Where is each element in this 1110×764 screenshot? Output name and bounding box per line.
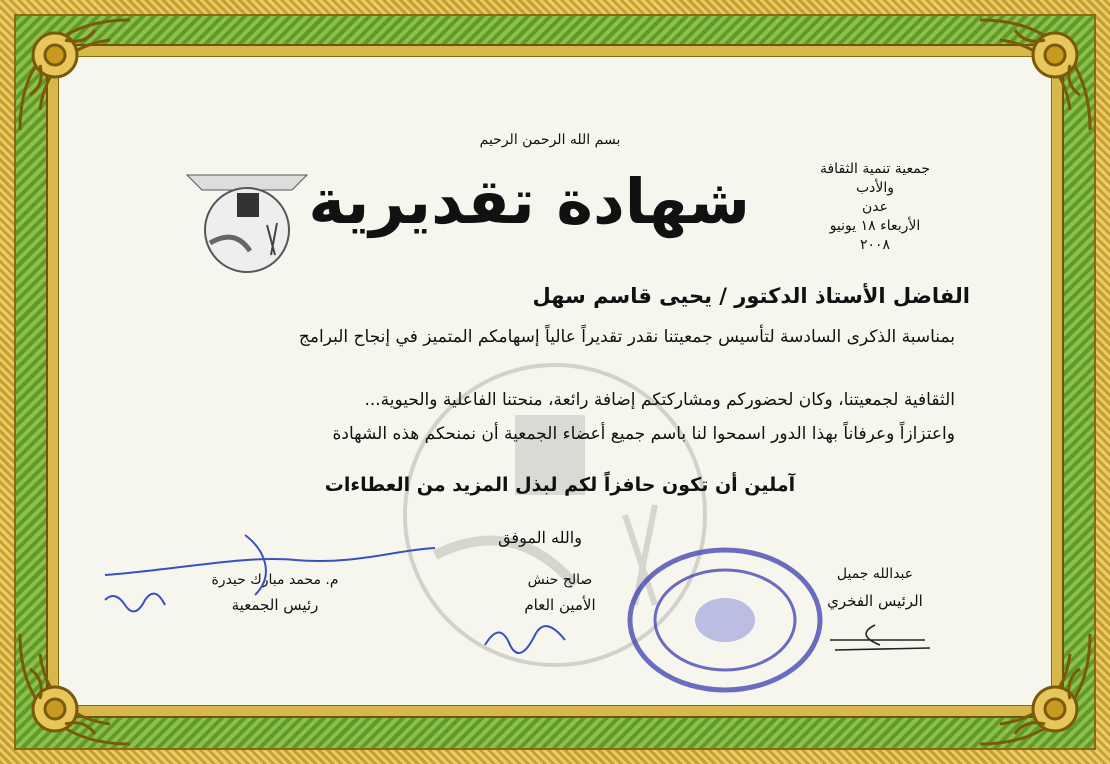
organization-city: عدن [862, 199, 888, 215]
ornament-corner-icon [0, 0, 150, 150]
signatory-name: م. محمد مبارك حيدرة [211, 572, 339, 588]
signatory-title: الأمين العام [524, 596, 596, 614]
wish-line: آملين أن تكون حافزاً لكم لبذل المزيد من العطاءات [324, 474, 796, 496]
signatory-name: صالح حنش [527, 572, 593, 588]
signatory-name: عبدالله جميل [836, 566, 914, 582]
official-stamp-icon [625, 545, 825, 695]
signatory-title: الرئيس الفخري [827, 592, 923, 610]
closing-phrase: والله الموفق [498, 528, 582, 547]
signature-honorary-icon [825, 615, 935, 660]
organization-name-line2: والأدب [855, 180, 895, 196]
ornament-corner-icon [960, 614, 1110, 764]
recipient-name: الفاضل الأستاذ الدكتور / يحيى قاسم سهل [532, 284, 970, 308]
organization-name-line1: جمعية تنمية الثقافة [819, 161, 930, 177]
ornament-corner-icon [0, 614, 150, 764]
ornament-corner-icon [960, 0, 1110, 150]
basmala: بسم الله الرحمن الرحيم [479, 132, 621, 148]
body-line: الثقافية لجمعيتنا، وكان لحضوركم ومشاركتكم إضافة رائعة، منحتنا الفاعلية والحيوية... [364, 390, 955, 410]
signature-president-icon [95, 520, 455, 630]
body-line: واعتزازاً وعرفاناً بهذا الدور اسمحوا لنا باسم جميع أعضاء الجمعية أن نمنحكم هذه الشهادة [332, 424, 955, 444]
signatory-title: رئيس الجمعية [231, 596, 319, 614]
certificate-title: شهادة تقديرية [308, 165, 750, 238]
certificate-year: ٢٠٠٨ [859, 237, 891, 253]
certificate-date: الأربعاء ١٨ يونيو [829, 218, 921, 234]
body-line: بمناسبة الذكرى السادسة لتأسيس جمعيتنا نقدر تقديراً عالياً إسهامكم المتميز في إنجاح البرامج [298, 327, 955, 347]
association-logo-icon [182, 165, 312, 275]
signature-secretary-icon [480, 610, 580, 670]
organization-block [790, 160, 960, 255]
